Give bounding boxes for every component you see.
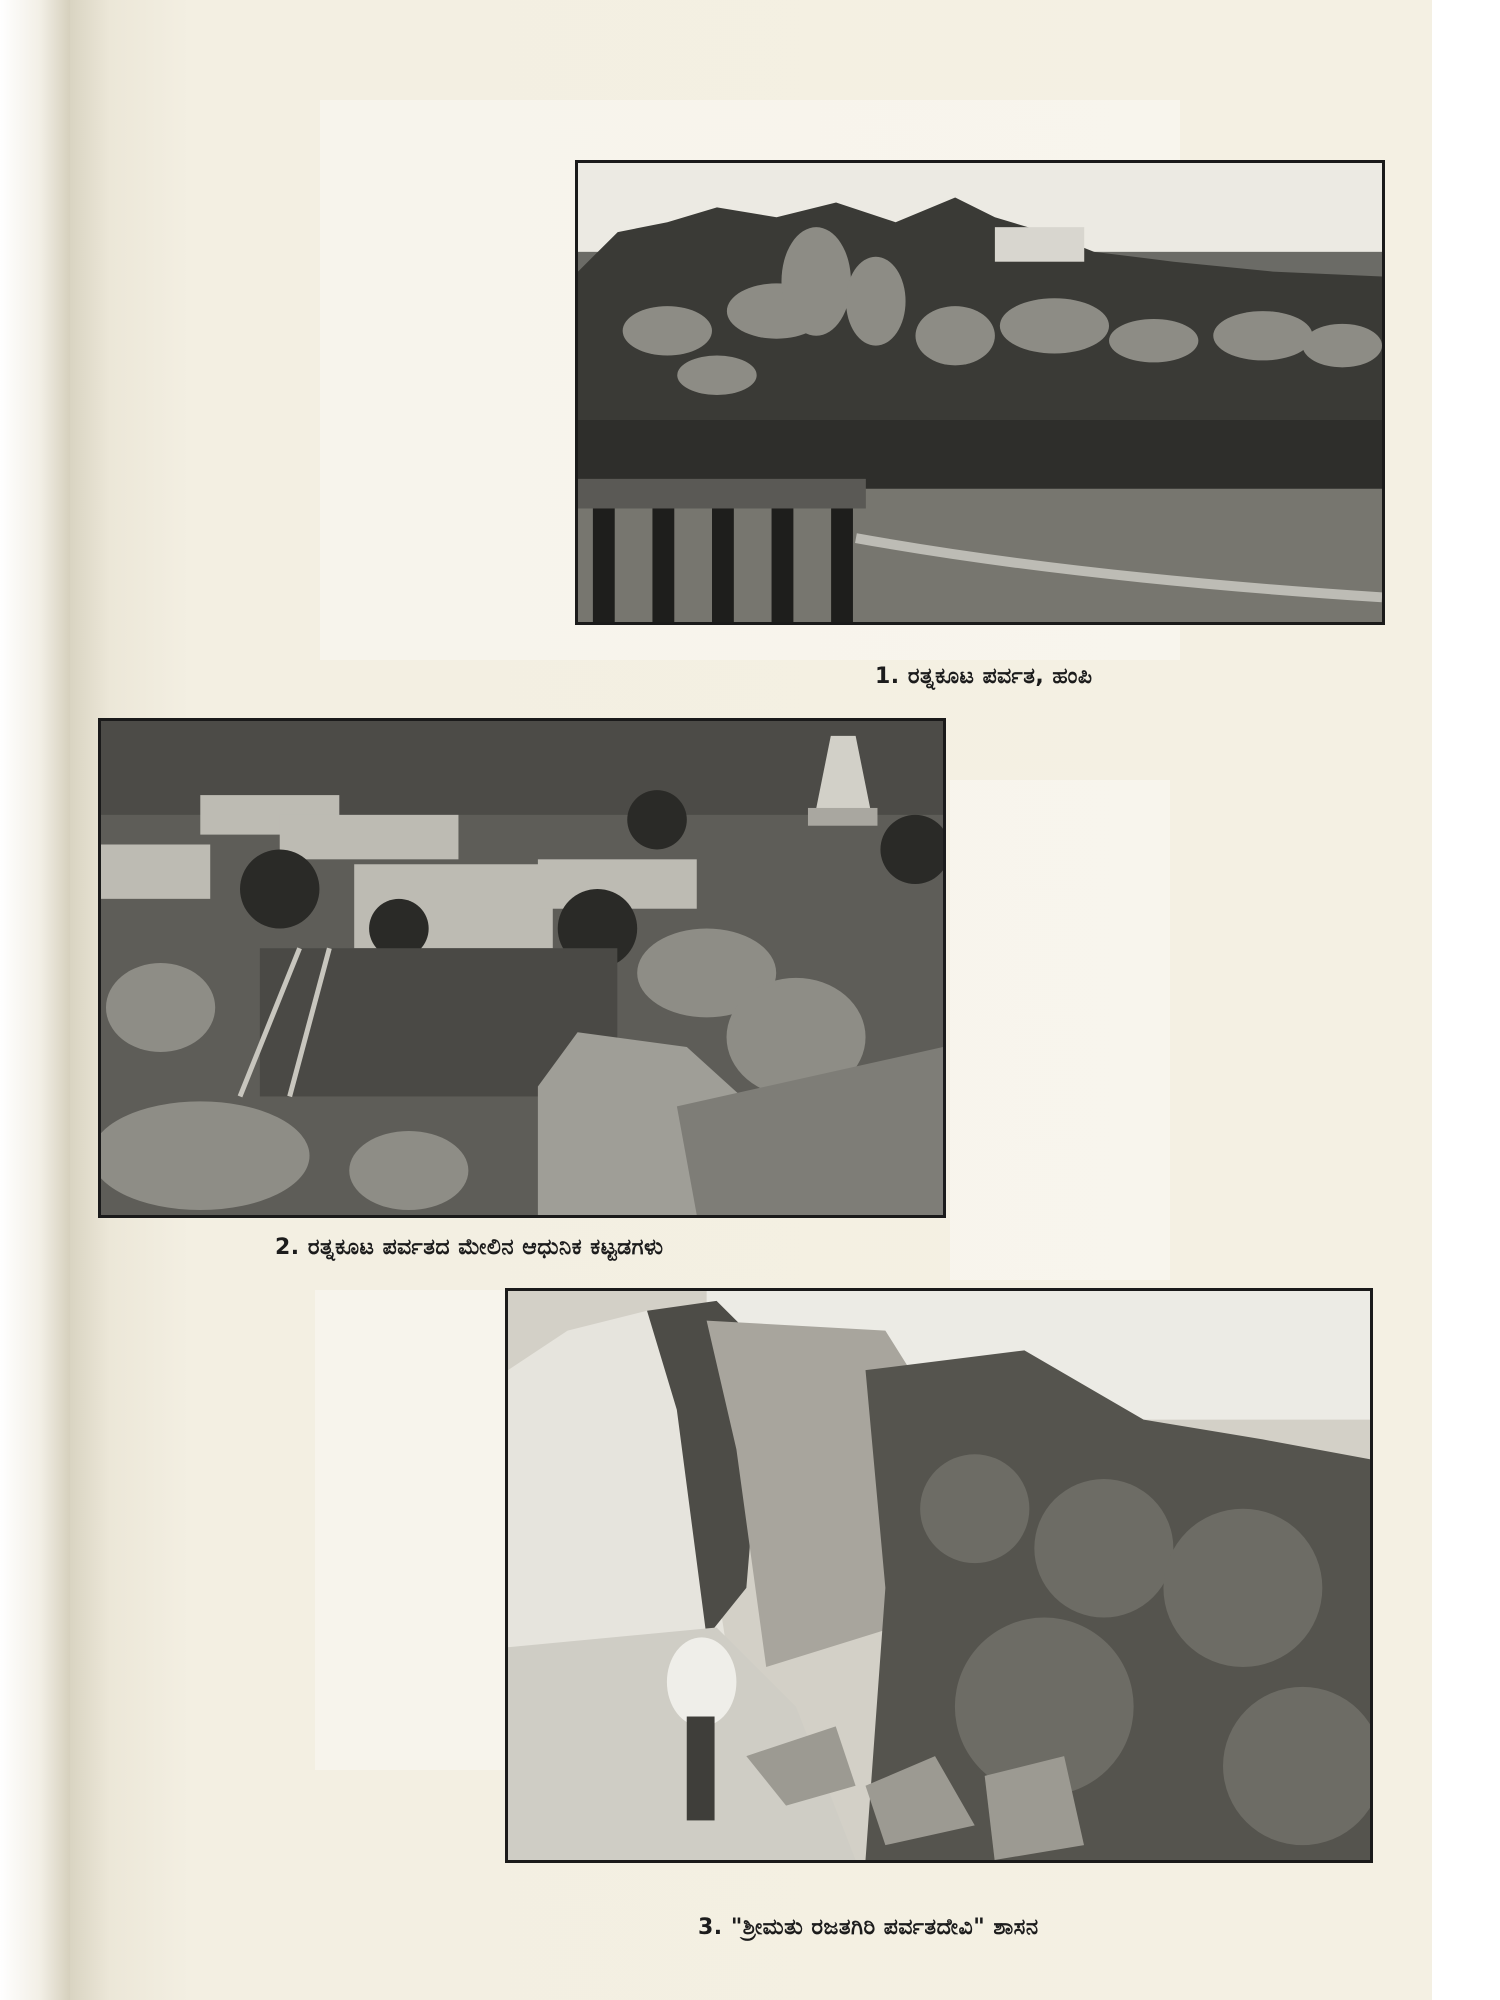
photo-modern-buildings	[98, 718, 946, 1218]
figure-3-caption: "ಶ್ರೀಮತು ರಜತಗಿರಿ ಪರ್ವತದೇವಿ" ಶಾಸನ	[730, 1915, 1039, 1940]
caption-figure-2	[275, 1235, 664, 1260]
caption-figure-3	[698, 1915, 1039, 1940]
photo-ratnakuta-hill	[575, 160, 1385, 625]
figure-1-caption: ರತ್ನಕೂಟ ಪರ್ವತ, ಹಂಪಿ	[907, 664, 1093, 689]
figure-2-number: 2.	[275, 1235, 300, 1260]
show-through-3	[315, 1290, 515, 1770]
caption-figure-1	[875, 664, 1092, 689]
figure-2-caption: ರತ್ನಕೂಟ ಪರ್ವತದ ಮೇಲಿನ ಆಧುನಿಕ ಕಟ್ಟಡಗಳು	[307, 1235, 664, 1260]
figure-1-number: 1.	[875, 664, 900, 689]
photo-2-image	[101, 721, 943, 1215]
show-through-2	[950, 780, 1170, 1280]
photo-inscription-rock	[505, 1288, 1373, 1863]
photo-3-image	[508, 1291, 1370, 1860]
binding-shadow	[0, 0, 70, 2000]
figure-3-number: 3.	[698, 1915, 723, 1940]
photo-1-image	[578, 163, 1382, 622]
